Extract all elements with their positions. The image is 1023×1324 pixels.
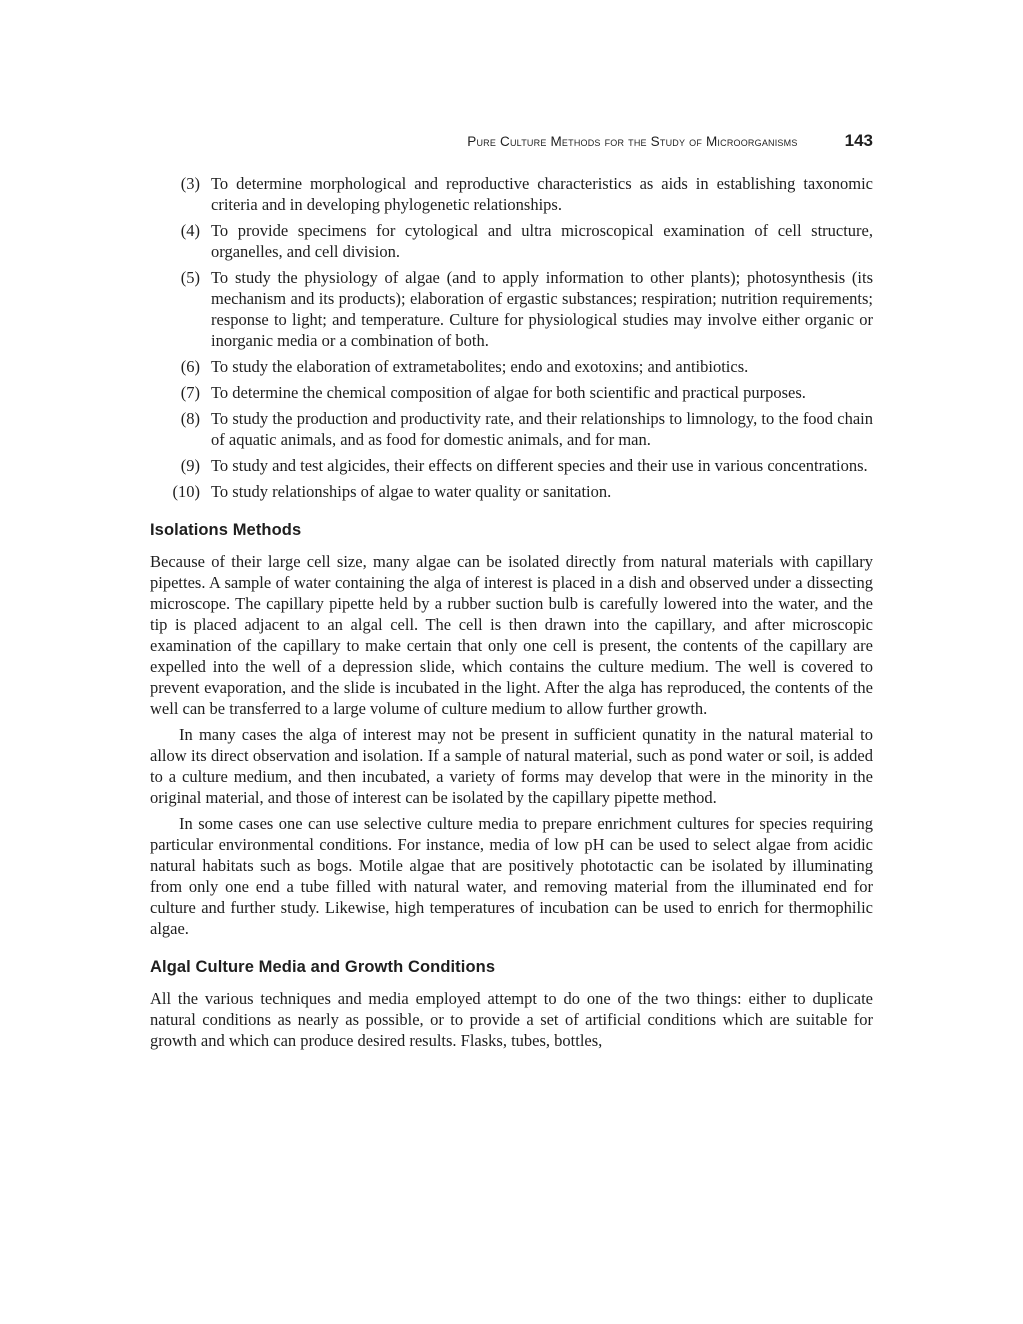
list-item-number: (7) [180,383,200,402]
paragraph: In many cases the alga of interest may not be present in sufficient qunatity in the natural material to allow its direct observation and isolation. If a sample of natural material, such as pond water or soil, is added to a culture medium, and then incubated, a variety of forms may develop that were in the minority in the original material, and those of interest can be isolated by the capillary pipette method. [150,725,873,807]
list-item [150,267,873,351]
list-item-text: To study the elaboration of extrametabolites; endo and exotoxins; and antibiotics. [211,357,749,376]
page-number: 143 [844,131,873,150]
list-item-text: To determine morphological and reproductive characteristics as aids in establishing taxonomic criteria and in developing phylogenetic relationships. [211,174,873,214]
numbered-list [150,173,873,502]
list-item-number: (3) [180,174,200,193]
list-item-number: (5) [180,268,200,287]
list-item [150,173,873,215]
list-item-text: To determine the chemical composition of algae for both scientific and practical purposes. [211,383,806,402]
paragraph: In some cases one can use selective culture media to prepare enrichment cultures for species requiring particular environmental conditions. For instance, media of low pH can be used to select algae from acidic natural habitats such as bogs. Motile algae that are positively phototactic can be isolated by illuminating from only one end a tube filled with natural water, and removing material from the illuminated end for culture and further study. Likewise, high temperatures of incubation can be used to enrich for thermophilic algae. [150,814,873,938]
list-item-text: To study relationships of algae to water quality or sanitation. [211,482,612,501]
list-item [150,356,873,377]
list-item-text: To study the physiology of algae (and to apply information to other plants); photosynthesis (its mechanism and its products); elaboration of ergastic substances; respiration; nutrition requirements; response to light; and temperature. Culture for physiological studies may involve either organic or inorganic media or a combination of both. [211,268,873,350]
section-heading-isolation: Isolations Methods [150,521,302,539]
list-item [150,408,873,450]
list-item-number: (8) [180,409,200,428]
list-item [150,220,873,262]
paragraph: All the various techniques and media employed attempt to do one of the two things: either to duplicate natural conditions as nearly as possible, or to provide a set of artificial conditions which are suitable for growth and which can produce desired results. Flasks, tubes, bottles, [150,989,873,1050]
page-header [150,131,873,155]
list-item [150,382,873,403]
list-item-number: (9) [180,456,200,475]
paragraph: Because of their large cell size, many algae can be isolated directly from natural materials with capillary pipettes. A sample of water containing the alga of interest is placed in a dish and observed under a dissecting microscope. The capillary pipette held by a rubber suction bulb is carefully lowered into the water, and the tip is placed adjacent to an algal cell. The cell is then drawn into the capillary, and after microscopic examination of the capillary to make certain that only one cell is present, the contents of the capillary are expelled into the well of a depression slide, which contains the culture medium. The well is covered to prevent evaporation, and the slide is incubated in the light. After the alga has reproduced, the contents of the well can be transferred to a large volume of culture medium to allow further growth. [150,552,873,718]
list-item-number: (6) [180,357,200,376]
list-item-text: To study and test algicides, their effects on different species and their use in various concentrations. [211,456,868,475]
list-item-text: To provide specimens for cytological and ultra microscopical examination of cell structure, organelles, and cell division. [211,221,873,261]
running-title: Pure Culture Methods for the Study of Microorganisms [467,134,798,149]
list-item [150,455,873,476]
list-item-text: To study the production and productivity rate, and their relationships to limnology, to the food chain of aquatic animals, and as food for domestic animals, and for man. [211,409,873,449]
list-item-number: (4) [180,221,200,240]
section-heading-media: Algal Culture Media and Growth Conditions [150,958,496,976]
page-body [150,173,873,1051]
list-item-number: (10) [172,482,200,501]
list-item [150,481,873,502]
